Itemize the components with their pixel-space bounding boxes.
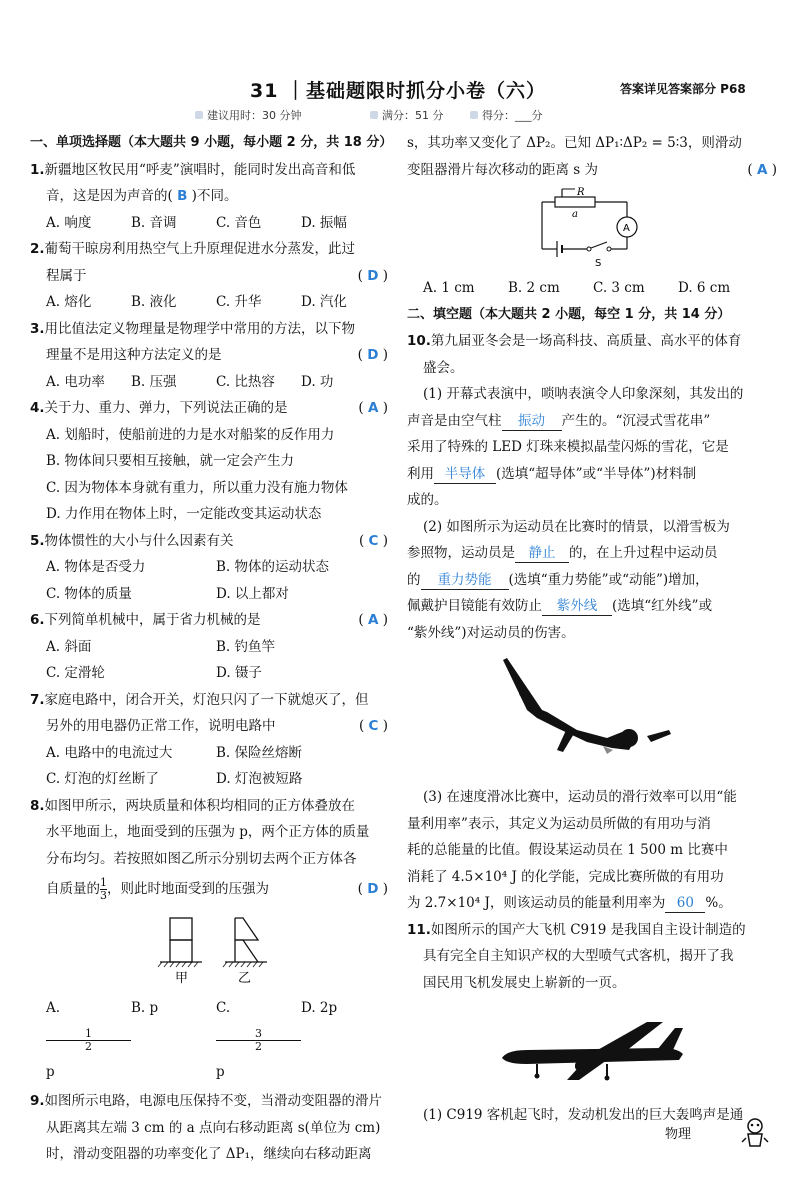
question-7: 7.家庭电路中，闭合开关，灯泡只闪了一下就熄灭了，但 另外的用电器仍正常工作，说明电路中 ( C ) A. 电路中的电流过大 B. 保险丝熔断 C. 灯泡的灯丝断了 D. 灯泡被短路 xyxy=(30,691,388,787)
answer: A xyxy=(367,400,379,416)
label-jia: 甲 xyxy=(175,971,189,986)
footer-subject: 物理 xyxy=(665,1127,692,1142)
blank-6: 60 xyxy=(665,894,705,913)
clock-icon xyxy=(195,111,203,119)
question-4: 4.关于力、重力、弹力，下列说法正确的是 ( A ) A. 划船时，使船前进的力是水对船桨的反作用力 B. 物体间只要相互接触，就一定会产生力 C. 因为物体本身就有重力，所以重力没有施力物体 D. 力作用在物体上时，一定能改变其运动状态 xyxy=(30,400,388,522)
section-2-title: 二、填空题（本大题共 2 小题，每空 1 分，共 14 分） xyxy=(407,306,731,322)
meta-score: 得分：___分 xyxy=(470,107,543,123)
answer: C xyxy=(368,718,379,734)
question-11: 11.如图所示的国产大飞机 C919 是我国自主设计制造的 具有完全自主知识产权的大型喷气式客机，揭开了我 国民用飞机发展史上崭新的一页。 (1) C919 客机起飞时，发动机发出的巨大轰鸣声是通 xyxy=(407,917,777,1129)
answer: D xyxy=(367,347,379,363)
answer: D xyxy=(367,267,379,284)
label-r: R xyxy=(577,187,585,198)
mascot-icon xyxy=(740,1116,770,1156)
blank-5: 紫外线 xyxy=(542,597,612,616)
score-icon xyxy=(370,111,378,119)
question-8: 8.如图甲所示，两块质量和体积均相同的正方体叠放在 水平地面上，地面受到的压强为 p，两个正方体的质量 分布均匀。若按照如图乙所示分别切去两个正方体各 自质量的 $\frac{1}{3}$ ，则此时地面受到的压强为 ( D ) 甲 乙 A. $\frac{1}{2}$ p B. p C. $\frac{3}{2}$ p D. 2p xyxy=(30,797,388,1080)
answer: A xyxy=(756,161,768,178)
figure-circuit xyxy=(407,187,777,271)
answer: C xyxy=(368,532,379,549)
blank-2: 半导体 xyxy=(434,465,496,484)
label-s: S xyxy=(595,258,602,269)
section-1-title: 一、单项选择题（本大题共 9 小题，每小题 2 分，共 18 分） xyxy=(30,135,393,150)
blank-1: 振动 xyxy=(502,412,562,431)
question-6: 6.下列简单机械中，属于省力机械的是 ( A ) A. 斜面 B. 钓鱼竿 C. 定滑轮 D. 镊子 xyxy=(30,612,388,681)
question-9-continued: s，其功率又变化了 ΔP₂。已知 ΔP₁∶ΔP₂ = 5∶3，则滑动 变阻器滑片每次移动的距离 s 为 ( A ) R a A S A. 1 cm B. 2 cm C. 3 cm D. 6 cm xyxy=(407,135,777,296)
answer-reference: 答案详见答案部分 P68 xyxy=(620,82,746,96)
question-3: 3.用比值法定义物理量是物理学中常用的方法，以下物 理量不是用这种方法定义的是 ( D ) A. 电功率 B. 压强 C. 比热容 D. 功 xyxy=(30,320,388,390)
ammeter-icon: A xyxy=(623,223,630,234)
answer: D xyxy=(367,881,379,897)
skier-image xyxy=(407,650,777,780)
question-9: 9.如图所示电路，电源电压保持不变，当滑动变阻器的滑片 从距离其左端 3 cm 的 a 点向右移动距离 s(单位为 cm) 时，滑动变阻器的功率变化了 ΔP₁，继续向右移动距离 xyxy=(30,1093,383,1162)
question-2: 2.葡萄干晾房利用热空气上升原理促进水分蒸发，此过 程属于 ( D ) A. 熔化 B. 液化 C. 升华 D. 汽化 xyxy=(30,241,388,310)
question-5: 5.物体惯性的大小与什么因素有关 ( C ) A. 物体是否受力 B. 物体的运动状态 C. 物体的质量 D. 以上都对 xyxy=(30,532,388,602)
label-yi: 乙 xyxy=(238,971,252,986)
figure-cubes xyxy=(30,910,388,988)
answer: A xyxy=(367,612,379,628)
meta-time: 建议用时：30 分钟 xyxy=(195,107,302,123)
meta-full: 满分：51 分 xyxy=(370,107,444,123)
left-column xyxy=(30,130,393,1168)
right-column xyxy=(407,130,777,1129)
question-10: 10.第九届亚冬会是一场高科技、高质量、高水平的体育 盛会。 (1) 开幕式表演中，唢呐表演令人印象深刻，其发出的 声音是由空气柱 振动 产生的。“沉浸式雪花串” 采用了特殊的 LED 灯珠来模拟晶莹闪烁的雪花，它是 利用 半导体 (选填“超导体”或“半导体”)材料制 成的。 (2) 如图所示为运动员在比赛时的情景，以滑雪板为 参照物，运动员是 静止 的，在上升过程中运动员 的 重力势能 (选填“重力势能”或“动能”)增加， 佩戴护目镜能有效防止 紫外线 (选填“红外线”或 “紫外线”)对运动员的伤害。 (3) 在速度滑冰比赛中，运动员的滑行效率可以用“能 量利用率”表示，其定义为运动员所做的有用功与消 耗的总能量的比值。假设某运动员在 1 500 m 比赛中 消耗了 4.5×10⁴ J 的化学能，完成比赛所做的有用功 为 2.7×10⁴ J，则该运动员的能量利用率为 60 %。 xyxy=(407,328,777,917)
blank-4: 重力势能 xyxy=(421,571,509,590)
airplane-image xyxy=(407,1000,777,1098)
pen-icon xyxy=(470,111,478,119)
answer: B xyxy=(177,188,188,204)
blank-3: 静止 xyxy=(515,544,569,563)
page-title: 31 ｜基础题限时抓分小卷（六） xyxy=(250,80,547,102)
question-1: 1.新疆地区牧民用“呼麦”演唱时，能同时发出高音和低 音，这是因为声音的( B )不同。 A. 响度 B. 音调 C. 音色 D. 振幅 xyxy=(30,161,356,231)
label-a: a xyxy=(572,209,578,220)
